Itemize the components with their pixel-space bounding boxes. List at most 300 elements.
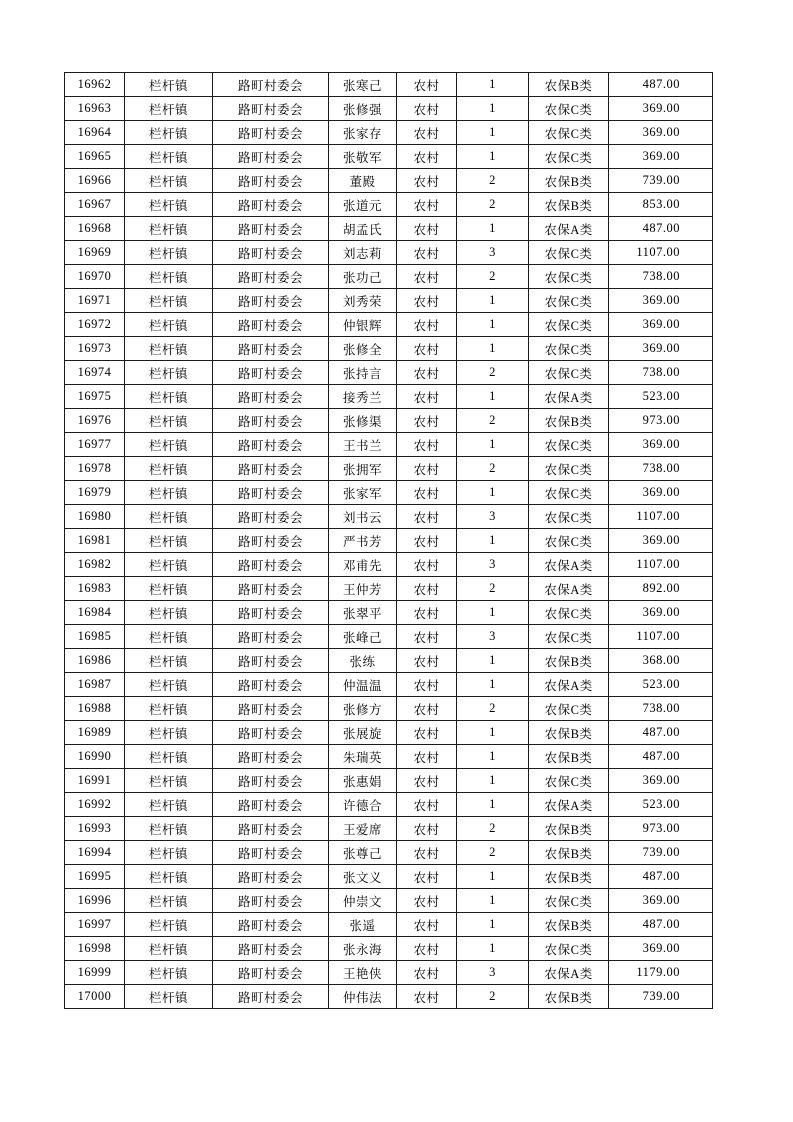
- table-cell-name: 仲银辉: [329, 313, 397, 337]
- table-cell-count: 3: [457, 961, 529, 985]
- table-cell-name: 董殿: [329, 169, 397, 193]
- table-cell-id: 16965: [65, 145, 125, 169]
- table-cell-type: 农村: [397, 385, 457, 409]
- table-cell-id: 16967: [65, 193, 125, 217]
- table-cell-name: 张惠娟: [329, 769, 397, 793]
- table-cell-town: 栏杆镇: [125, 241, 213, 265]
- table-cell-amount: 369.00: [609, 769, 713, 793]
- table-cell-name: 张拥军: [329, 457, 397, 481]
- table-cell-town: 栏杆镇: [125, 409, 213, 433]
- table-cell-village: 路町村委会: [213, 481, 329, 505]
- table-cell-count: 1: [457, 313, 529, 337]
- table-row: [65, 169, 713, 193]
- table-cell-amount: 853.00: [609, 193, 713, 217]
- table-cell-count: 1: [457, 433, 529, 457]
- table-row: [65, 721, 713, 745]
- table-cell-id: 16991: [65, 769, 125, 793]
- table-cell-name: 邓甫先: [329, 553, 397, 577]
- table-cell-id: 16999: [65, 961, 125, 985]
- table-cell-id: 16975: [65, 385, 125, 409]
- table-row: [65, 601, 713, 625]
- table-cell-amount: 369.00: [609, 937, 713, 961]
- table-cell-category: 农保B类: [529, 841, 609, 865]
- table-cell-name: 张翠平: [329, 601, 397, 625]
- table-cell-town: 栏杆镇: [125, 73, 213, 97]
- table-cell-id: 16989: [65, 721, 125, 745]
- table-cell-id: 16987: [65, 673, 125, 697]
- table-cell-type: 农村: [397, 793, 457, 817]
- table-cell-village: 路町村委会: [213, 913, 329, 937]
- table-cell-amount: 487.00: [609, 913, 713, 937]
- table-cell-type: 农村: [397, 409, 457, 433]
- table-cell-category: 农保C类: [529, 97, 609, 121]
- table-cell-town: 栏杆镇: [125, 169, 213, 193]
- table-cell-town: 栏杆镇: [125, 193, 213, 217]
- table-cell-town: 栏杆镇: [125, 625, 213, 649]
- table-cell-amount: 523.00: [609, 673, 713, 697]
- table-cell-village: 路町村委会: [213, 433, 329, 457]
- table-cell-town: 栏杆镇: [125, 289, 213, 313]
- table-row: [65, 433, 713, 457]
- table-cell-category: 农保A类: [529, 577, 609, 601]
- table-cell-name: 张修全: [329, 337, 397, 361]
- table-cell-amount: 487.00: [609, 865, 713, 889]
- table-cell-category: 农保A类: [529, 553, 609, 577]
- table-cell-category: 农保C类: [529, 289, 609, 313]
- table-cell-count: 1: [457, 673, 529, 697]
- table-cell-amount: 487.00: [609, 745, 713, 769]
- table-row: [65, 769, 713, 793]
- table-cell-category: 农保C类: [529, 457, 609, 481]
- table-cell-village: 路町村委会: [213, 265, 329, 289]
- table-row: [65, 73, 713, 97]
- table-cell-village: 路町村委会: [213, 889, 329, 913]
- table-cell-id: 17000: [65, 985, 125, 1009]
- table-cell-village: 路町村委会: [213, 985, 329, 1009]
- table-cell-category: 农保A类: [529, 793, 609, 817]
- table-cell-name: 刘书云: [329, 505, 397, 529]
- table-cell-type: 农村: [397, 745, 457, 769]
- table-cell-amount: 1107.00: [609, 625, 713, 649]
- table-cell-id: 16976: [65, 409, 125, 433]
- table-cell-name: 张家军: [329, 481, 397, 505]
- table-cell-category: 农保A类: [529, 961, 609, 985]
- table-cell-name: 张遥: [329, 913, 397, 937]
- table-row: [65, 145, 713, 169]
- table-cell-type: 农村: [397, 673, 457, 697]
- table-cell-name: 仲温温: [329, 673, 397, 697]
- table-row: [65, 817, 713, 841]
- table-cell-count: 1: [457, 745, 529, 769]
- table-cell-village: 路町村委会: [213, 193, 329, 217]
- table-cell-id: 16992: [65, 793, 125, 817]
- table-row: [65, 985, 713, 1009]
- table-cell-amount: 369.00: [609, 145, 713, 169]
- table-cell-count: 1: [457, 601, 529, 625]
- table-cell-category: 农保B类: [529, 865, 609, 889]
- table-cell-type: 农村: [397, 649, 457, 673]
- table-cell-town: 栏杆镇: [125, 385, 213, 409]
- table-cell-id: 16995: [65, 865, 125, 889]
- table-cell-name: 张文义: [329, 865, 397, 889]
- table-cell-category: 农保B类: [529, 745, 609, 769]
- table-cell-town: 栏杆镇: [125, 841, 213, 865]
- table-row: [65, 793, 713, 817]
- table-cell-amount: 739.00: [609, 169, 713, 193]
- table-row: [65, 673, 713, 697]
- table-cell-type: 农村: [397, 577, 457, 601]
- table-cell-name: 张家存: [329, 121, 397, 145]
- table-row: [65, 457, 713, 481]
- table-cell-town: 栏杆镇: [125, 265, 213, 289]
- table-cell-name: 许德合: [329, 793, 397, 817]
- table-cell-category: 农保C类: [529, 241, 609, 265]
- table-row: [65, 289, 713, 313]
- table-cell-amount: 1179.00: [609, 961, 713, 985]
- table-cell-count: 1: [457, 913, 529, 937]
- table-cell-count: 1: [457, 889, 529, 913]
- table-cell-type: 农村: [397, 433, 457, 457]
- table-cell-category: 农保B类: [529, 817, 609, 841]
- table-cell-count: 2: [457, 457, 529, 481]
- table-cell-village: 路町村委会: [213, 649, 329, 673]
- table-cell-type: 农村: [397, 73, 457, 97]
- table-cell-village: 路町村委会: [213, 601, 329, 625]
- table-row: [65, 961, 713, 985]
- table-cell-type: 农村: [397, 769, 457, 793]
- table-cell-village: 路町村委会: [213, 529, 329, 553]
- table-cell-village: 路町村委会: [213, 697, 329, 721]
- table-cell-amount: 487.00: [609, 721, 713, 745]
- table-cell-count: 3: [457, 505, 529, 529]
- table-cell-type: 农村: [397, 721, 457, 745]
- table-cell-town: 栏杆镇: [125, 457, 213, 481]
- table-cell-count: 1: [457, 649, 529, 673]
- table-cell-category: 农保C类: [529, 697, 609, 721]
- table-cell-town: 栏杆镇: [125, 433, 213, 457]
- table-cell-type: 农村: [397, 169, 457, 193]
- table-cell-name: 朱瑞英: [329, 745, 397, 769]
- table-cell-count: 1: [457, 385, 529, 409]
- table-cell-id: 16966: [65, 169, 125, 193]
- table-cell-name: 张功己: [329, 265, 397, 289]
- table-row: [65, 217, 713, 241]
- table-cell-count: 1: [457, 337, 529, 361]
- table-cell-village: 路町村委会: [213, 217, 329, 241]
- table-cell-town: 栏杆镇: [125, 721, 213, 745]
- table-cell-town: 栏杆镇: [125, 649, 213, 673]
- table-cell-village: 路町村委会: [213, 961, 329, 985]
- table-cell-village: 路町村委会: [213, 577, 329, 601]
- table-cell-count: 1: [457, 865, 529, 889]
- table-cell-id: 16994: [65, 841, 125, 865]
- table-row: [65, 937, 713, 961]
- table-cell-type: 农村: [397, 697, 457, 721]
- table-cell-category: 农保C类: [529, 505, 609, 529]
- table-row: [65, 481, 713, 505]
- table-cell-count: 2: [457, 265, 529, 289]
- table-cell-village: 路町村委会: [213, 817, 329, 841]
- table-cell-town: 栏杆镇: [125, 145, 213, 169]
- table-cell-category: 农保B类: [529, 721, 609, 745]
- table-row: [65, 553, 713, 577]
- table-cell-name: 张寒己: [329, 73, 397, 97]
- table-cell-amount: 523.00: [609, 385, 713, 409]
- table-cell-category: 农保B类: [529, 913, 609, 937]
- table-cell-village: 路町村委会: [213, 745, 329, 769]
- table-cell-name: 张修强: [329, 97, 397, 121]
- table-cell-amount: 738.00: [609, 697, 713, 721]
- table-cell-village: 路町村委会: [213, 73, 329, 97]
- table-cell-amount: 738.00: [609, 457, 713, 481]
- table-row: [65, 889, 713, 913]
- table-cell-id: 16978: [65, 457, 125, 481]
- table-row: [65, 913, 713, 937]
- table-cell-count: 1: [457, 289, 529, 313]
- table-cell-category: 农保C类: [529, 937, 609, 961]
- table-row: [65, 337, 713, 361]
- table-cell-type: 农村: [397, 553, 457, 577]
- table-cell-amount: 738.00: [609, 265, 713, 289]
- table-cell-amount: 369.00: [609, 289, 713, 313]
- table-cell-amount: 369.00: [609, 97, 713, 121]
- table-cell-count: 1: [457, 217, 529, 241]
- table-cell-town: 栏杆镇: [125, 529, 213, 553]
- table-cell-type: 农村: [397, 97, 457, 121]
- table-cell-id: 16970: [65, 265, 125, 289]
- table-cell-type: 农村: [397, 601, 457, 625]
- table-cell-town: 栏杆镇: [125, 217, 213, 241]
- table-cell-village: 路町村委会: [213, 673, 329, 697]
- table-cell-name: 张练: [329, 649, 397, 673]
- table-cell-town: 栏杆镇: [125, 769, 213, 793]
- table-cell-village: 路町村委会: [213, 145, 329, 169]
- table-cell-amount: 368.00: [609, 649, 713, 673]
- table-cell-town: 栏杆镇: [125, 97, 213, 121]
- table-cell-type: 农村: [397, 505, 457, 529]
- table-cell-id: 16968: [65, 217, 125, 241]
- table-cell-type: 农村: [397, 529, 457, 553]
- table-cell-id: 16969: [65, 241, 125, 265]
- table-cell-village: 路町村委会: [213, 97, 329, 121]
- table-cell-town: 栏杆镇: [125, 889, 213, 913]
- table-cell-id: 16983: [65, 577, 125, 601]
- table-cell-count: 2: [457, 169, 529, 193]
- table-cell-count: 3: [457, 625, 529, 649]
- table-cell-count: 2: [457, 409, 529, 433]
- table-cell-category: 农保C类: [529, 625, 609, 649]
- table-cell-category: 农保C类: [529, 121, 609, 145]
- table-cell-village: 路町村委会: [213, 361, 329, 385]
- table-cell-village: 路町村委会: [213, 505, 329, 529]
- table-cell-amount: 1107.00: [609, 505, 713, 529]
- table-cell-category: 农保C类: [529, 769, 609, 793]
- table-cell-town: 栏杆镇: [125, 313, 213, 337]
- table-cell-type: 农村: [397, 241, 457, 265]
- table-cell-village: 路町村委会: [213, 241, 329, 265]
- table-cell-amount: 973.00: [609, 817, 713, 841]
- table-cell-town: 栏杆镇: [125, 577, 213, 601]
- table-cell-amount: 369.00: [609, 889, 713, 913]
- table-cell-count: 2: [457, 985, 529, 1009]
- table-cell-count: 1: [457, 145, 529, 169]
- table-cell-village: 路町村委会: [213, 793, 329, 817]
- table-cell-name: 接秀兰: [329, 385, 397, 409]
- table-cell-name: 刘秀荣: [329, 289, 397, 313]
- table-cell-id: 16979: [65, 481, 125, 505]
- table-cell-village: 路町村委会: [213, 721, 329, 745]
- table-cell-id: 16984: [65, 601, 125, 625]
- table-cell-town: 栏杆镇: [125, 673, 213, 697]
- table-cell-amount: 739.00: [609, 841, 713, 865]
- table-cell-amount: 1107.00: [609, 553, 713, 577]
- table-cell-id: 16993: [65, 817, 125, 841]
- table-cell-village: 路町村委会: [213, 841, 329, 865]
- table-row: [65, 865, 713, 889]
- table-cell-category: 农保A类: [529, 673, 609, 697]
- table-cell-town: 栏杆镇: [125, 793, 213, 817]
- table-cell-name: 王仲芳: [329, 577, 397, 601]
- table-cell-count: 1: [457, 937, 529, 961]
- table-cell-type: 农村: [397, 961, 457, 985]
- table-cell-count: 2: [457, 841, 529, 865]
- table-cell-category: 农保C类: [529, 889, 609, 913]
- table-cell-type: 农村: [397, 841, 457, 865]
- table-cell-amount: 739.00: [609, 985, 713, 1009]
- table-cell-amount: 1107.00: [609, 241, 713, 265]
- table-cell-id: 16964: [65, 121, 125, 145]
- table-cell-name: 仲伟法: [329, 985, 397, 1009]
- table-row: [65, 745, 713, 769]
- table-cell-town: 栏杆镇: [125, 865, 213, 889]
- table-cell-category: 农保B类: [529, 409, 609, 433]
- table-cell-category: 农保C类: [529, 481, 609, 505]
- table-cell-type: 农村: [397, 889, 457, 913]
- table-cell-type: 农村: [397, 937, 457, 961]
- table-cell-id: 16990: [65, 745, 125, 769]
- table-cell-id: 16997: [65, 913, 125, 937]
- table-cell-amount: 369.00: [609, 121, 713, 145]
- table-cell-village: 路町村委会: [213, 385, 329, 409]
- table-cell-category: 农保B类: [529, 649, 609, 673]
- table-row: [65, 529, 713, 553]
- table-cell-type: 农村: [397, 193, 457, 217]
- table-row: [65, 361, 713, 385]
- table-cell-town: 栏杆镇: [125, 481, 213, 505]
- table-cell-town: 栏杆镇: [125, 697, 213, 721]
- table-cell-name: 王艳侠: [329, 961, 397, 985]
- payment-table: [64, 72, 713, 1009]
- table-row: [65, 625, 713, 649]
- table-cell-count: 1: [457, 769, 529, 793]
- table-cell-count: 1: [457, 97, 529, 121]
- table-cell-id: 16977: [65, 433, 125, 457]
- table-cell-village: 路町村委会: [213, 121, 329, 145]
- table-cell-name: 张尊己: [329, 841, 397, 865]
- table-cell-name: 王爱席: [329, 817, 397, 841]
- table-cell-count: 1: [457, 721, 529, 745]
- table-cell-category: 农保C类: [529, 313, 609, 337]
- table-cell-count: 1: [457, 529, 529, 553]
- table-cell-category: 农保B类: [529, 73, 609, 97]
- table-cell-category: 农保B类: [529, 193, 609, 217]
- table-cell-name: 张修方: [329, 697, 397, 721]
- table-cell-town: 栏杆镇: [125, 121, 213, 145]
- table-cell-id: 16996: [65, 889, 125, 913]
- table-cell-amount: 369.00: [609, 601, 713, 625]
- table-cell-count: 3: [457, 241, 529, 265]
- table-cell-name: 张永海: [329, 937, 397, 961]
- table-row: [65, 841, 713, 865]
- table-cell-name: 刘志莉: [329, 241, 397, 265]
- table-cell-count: 1: [457, 793, 529, 817]
- table-cell-amount: 892.00: [609, 577, 713, 601]
- table-cell-count: 2: [457, 697, 529, 721]
- table-cell-category: 农保A类: [529, 385, 609, 409]
- table-cell-name: 张敬军: [329, 145, 397, 169]
- table-cell-village: 路町村委会: [213, 169, 329, 193]
- table-cell-town: 栏杆镇: [125, 745, 213, 769]
- table-cell-category: 农保C类: [529, 337, 609, 361]
- table-cell-name: 仲崇文: [329, 889, 397, 913]
- table-cell-category: 农保C类: [529, 265, 609, 289]
- table-cell-name: 胡孟氏: [329, 217, 397, 241]
- table-cell-id: 16972: [65, 313, 125, 337]
- table-row: [65, 193, 713, 217]
- table-cell-town: 栏杆镇: [125, 961, 213, 985]
- table-cell-type: 农村: [397, 481, 457, 505]
- table-cell-town: 栏杆镇: [125, 337, 213, 361]
- table-cell-id: 16974: [65, 361, 125, 385]
- table-row: [65, 265, 713, 289]
- table-cell-name: 张展旋: [329, 721, 397, 745]
- table-row: [65, 385, 713, 409]
- table-row: [65, 121, 713, 145]
- table-cell-count: 3: [457, 553, 529, 577]
- table-cell-type: 农村: [397, 289, 457, 313]
- table-cell-category: 农保B类: [529, 985, 609, 1009]
- table-cell-village: 路町村委会: [213, 553, 329, 577]
- table-cell-name: 张修渠: [329, 409, 397, 433]
- table-cell-village: 路町村委会: [213, 289, 329, 313]
- table-cell-town: 栏杆镇: [125, 601, 213, 625]
- table-cell-type: 农村: [397, 121, 457, 145]
- table-cell-amount: 369.00: [609, 529, 713, 553]
- table-cell-id: 16988: [65, 697, 125, 721]
- table-cell-category: 农保C类: [529, 529, 609, 553]
- table-cell-village: 路町村委会: [213, 625, 329, 649]
- table-cell-id: 16981: [65, 529, 125, 553]
- table-cell-count: 2: [457, 361, 529, 385]
- table-cell-type: 农村: [397, 865, 457, 889]
- table-cell-id: 16963: [65, 97, 125, 121]
- table-cell-name: 严书芳: [329, 529, 397, 553]
- table-cell-village: 路町村委会: [213, 313, 329, 337]
- table-cell-amount: 487.00: [609, 217, 713, 241]
- table-cell-id: 16971: [65, 289, 125, 313]
- table-cell-amount: 369.00: [609, 313, 713, 337]
- table-row: [65, 505, 713, 529]
- table-cell-count: 1: [457, 73, 529, 97]
- table-cell-type: 农村: [397, 625, 457, 649]
- table-cell-town: 栏杆镇: [125, 817, 213, 841]
- table-row: [65, 241, 713, 265]
- table-cell-type: 农村: [397, 913, 457, 937]
- table-cell-type: 农村: [397, 337, 457, 361]
- table-cell-village: 路町村委会: [213, 409, 329, 433]
- table-cell-amount: 369.00: [609, 433, 713, 457]
- table-cell-type: 农村: [397, 217, 457, 241]
